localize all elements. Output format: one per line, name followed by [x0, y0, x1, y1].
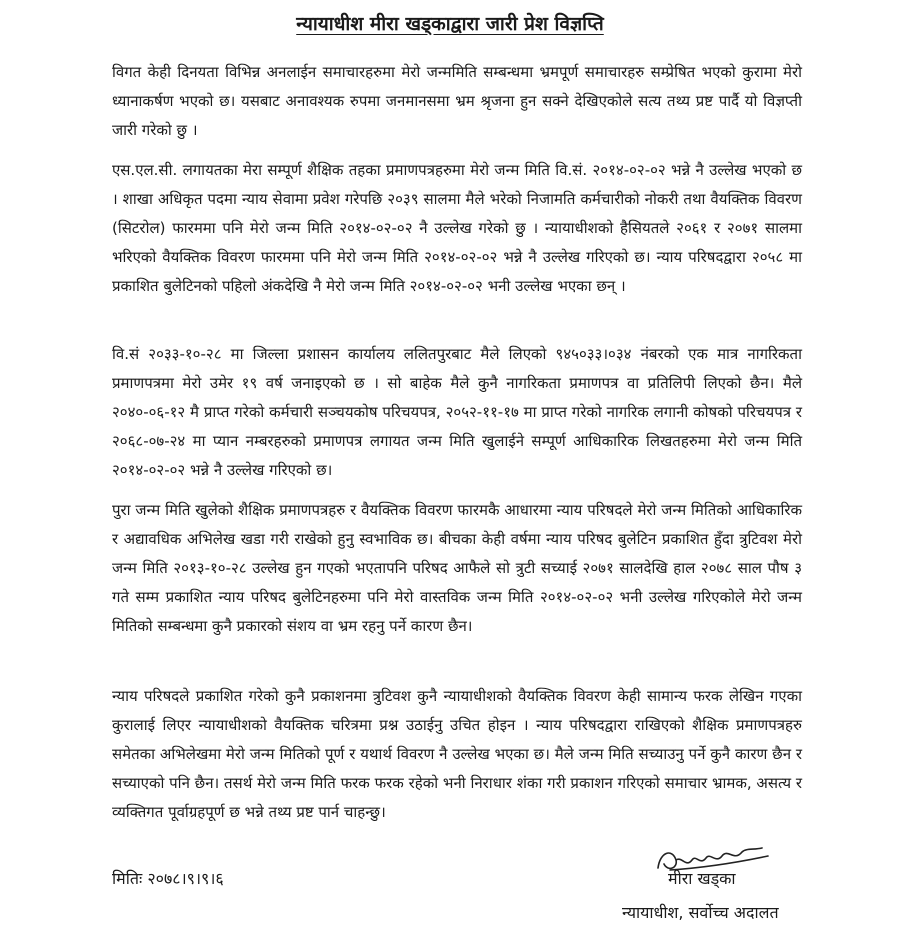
paragraph-4: पुरा जन्म मिति खुलेको शैक्षिक प्रमाणपत्रहरु र वैयक्तिक विवरण फारमकै आधारमा न्याय परिषदले मेरो जन्म मितिको आधिकारिक र अद्यावधिक अभिलेख खडा गरी राखेको हुनु स्वभाविक छ। बीचका केही वर्षमा न्याय परिषद बुलेटिन प्रकाशित हुँदा त्रुटिवश मेरो जन्म मिति २०१३-१०-२८ उल्लेख हुन गएको भएतापनि परिषद आफैले सो त्रुटी सच्याई २०७१ सालदेखि हाल २०७८ साल पौष ३ गते सम्म प्रकाशित न्याय परिषद बुलेटिनहरुमा पनि मेरो वास्तविक जन्म मिति २०१४-०२-०२ भनी उल्लेख गरिएकोले मेरो जन्म मितिको सम्बन्धमा कुनै प्रकारको संशय वा भ्रम रहनु पर्ने कारण छैन।	[112, 501, 802, 635]
paragraph-3: वि.सं २०३३-१०-२८ मा जिल्ला प्रशासन कार्यालय ललितपुरबाट मैले लिएको ९४५०३३।०३४ नंबरको एक मात्र नागरिकता प्रमाणपत्रमा मेरो उमेर १९ वर्ष जनाइएको छ । सो बाहेक मैले कुनै नागरिकता प्रमाणपत्र वा प्रतिलिपी लिएको छैन। मैले २०४०-०६-१२ मै प्राप्त गरेको कर्मचारी सञ्चयकोष परिचयपत्र, २०५२-११-१७ मा प्राप्त गरेको नागरिक लगानी कोषको परिचयपत्र र २०६८-०७-२४ मा प्यान नम्बरहरुको प्रमाणपत्र लगायत जन्म मिति खुलाईने सम्पूर्ण आधिकारिक लिखतहरुमा मेरो जन्म मिति २०१४-०२-०२ भन्ने नै उल्लेख गरिएको छ।	[112, 345, 802, 479]
paragraph-5: न्याय परिषदले प्रकाशित गरेको कुनै प्रकाशनमा त्रुटिवश कुनै न्यायाधीशको वैयक्तिक विवरण केही सामान्य फरक लेखिन गएका कुरालाई लिएर न्यायाधीशको वैयक्तिक चरित्रमा प्रश्न उठाईनु उचित होइन । न्याय परिषदद्वारा राखिएको शैक्षिक प्रमाणपत्रहरु समेतका अभिलेखमा मेरो जन्म मितिको पूर्ण र यथार्थ विवरण नै उल्लेख भएका छ। मैले जन्म मिति सच्याउनु पर्ने कुनै कारण छैन र सच्याएको पनि छैन। तसर्थ मेरो जन्म मिति फरक फरक रहेको भनी निराधार शंका गरी प्रकाशन गरिएको समाचार भ्रामक, असत्य र व्यक्तिगत पूर्वाग्रहपूर्ण छ भन्ने तथ्य प्रष्ट पार्न चाहन्छु।	[112, 687, 802, 821]
paragraph-1: विगत केही दिनयता विभिन्न अनलाईन समाचारहरुमा मेरो जन्ममिति सम्बन्धमा भ्रमपूर्ण समाचारहरु सम्प्रेषित भएको कुरामा मेरो ध्यानाकर्षण भएको छ। यसबाट अनावश्यक रुपमा जनमानसमा भ्रम श्रृजना हुन सक्ने देखिएकोले सत्य तथ्य प्रष्ट पार्दै यो विज्ञप्ती जारी गरेको छु ।	[112, 63, 802, 139]
paragraph-2: एस.एल.सी. लगायतका मेरा सम्पूर्ण शैक्षिक तहका प्रमाणपत्रहरुमा मेरो जन्म मिति वि.सं. २०१४-०२-०२ भन्ने नै उल्लेख भएको छ । शाखा अधिकृत पदमा न्याय सेवामा प्रवेश गरेपछि २०३९ सालमा मैले भरेको निजामति कर्मचारीको नोकरी तथा वैयक्तिक विवरण (सिटरोल) फारममा पनि मेरो जन्म मिति २०१४-०२-०२ नै उल्लेख गरेको छु । न्यायाधीशको हैसियतले २०६१ र २०७१ सालमा भरिएको वैयक्तिक विवरण फारममा पनि मेरो जन्म मिति २०१४-०२-०२ भन्ने नै उल्लेख गरिएको छ। न्याय परिषदद्वारा २०५८ मा प्रकाशित बुलेटिनको पहिलो अंकदेखि नै मेरो जन्म मिति २०१४-०२-०२ भनी उल्लेख भएका छन् ।	[112, 161, 802, 295]
date-label: मितिः	[112, 869, 143, 888]
signer-title: न्यायाधीश, सर्वोच्च अदालत	[622, 903, 779, 922]
date-line	[112, 866, 224, 892]
date-value: २०७८।९।९।६	[147, 869, 224, 888]
document-title	[0, 10, 900, 38]
document-title-text: न्यायाधीश मीरा खड्काद्वारा जारी प्रेश विज्ञप्ति	[296, 13, 604, 35]
signer-name: मीरा खड्का	[668, 869, 736, 888]
